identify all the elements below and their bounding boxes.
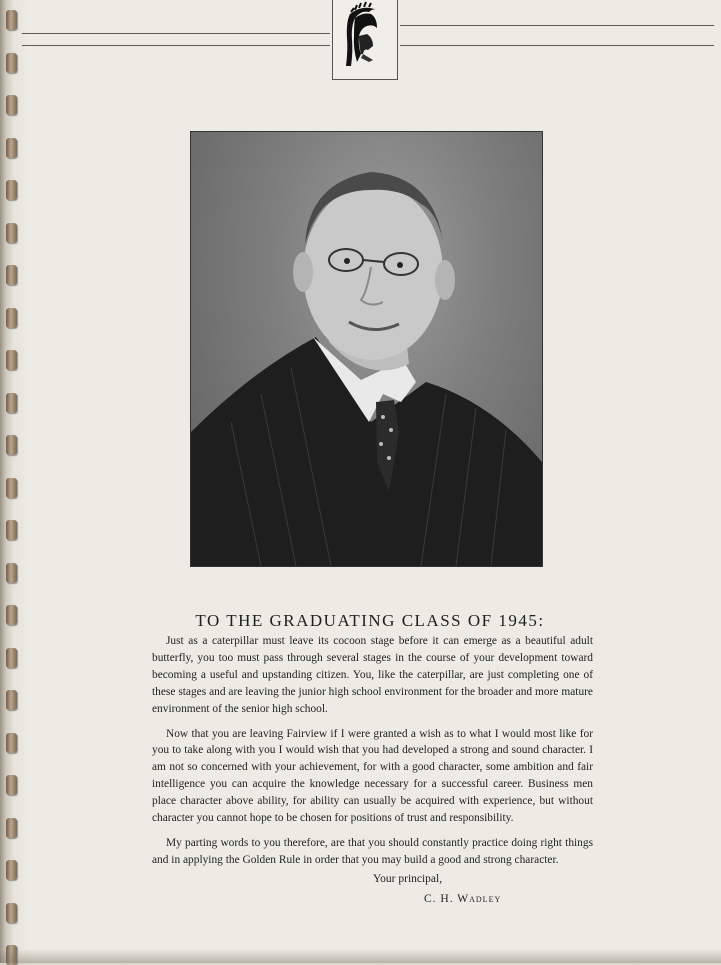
header-rule-bottom-left xyxy=(22,45,330,46)
header-rule-top-left xyxy=(22,33,330,34)
header-rule-bottom-right xyxy=(400,45,714,46)
binding-ring xyxy=(6,10,17,30)
spartan-helmet-icon xyxy=(333,0,399,80)
binding-ring xyxy=(6,265,17,285)
binding-ring xyxy=(6,690,17,710)
principal-portrait-photo xyxy=(191,132,542,566)
letter-paragraph: Now that you are leaving Fairview if I were granted a wish as to what I would most like for you to take along with you I would wish that you had developed a strong and sound character. I am not so concerned with your achievement, for with a good character, some ambition and fair intelligence you can acquire the knowledge necessary for a successful career. Business men place character above ability, for ability can usually be acquired with experience, but without character you cannot hope to be chosen for positions of trust and responsibility. xyxy=(152,727,593,825)
letter-signature: C. H. Wadley xyxy=(424,893,502,905)
header-rule-top-right xyxy=(400,25,714,26)
binding-ring xyxy=(6,350,17,370)
binding-ring xyxy=(6,605,17,625)
binding-ring xyxy=(6,180,17,200)
school-emblem xyxy=(332,0,398,80)
page-bottom-edge xyxy=(0,949,721,963)
binding-ring xyxy=(6,903,17,923)
letter-closing: Your principal, xyxy=(373,873,443,885)
binding-ring xyxy=(6,775,17,795)
letter-heading: TO THE GRADUATING CLASS OF 1945: xyxy=(195,611,545,630)
spiral-binding xyxy=(0,0,30,963)
binding-ring xyxy=(6,53,17,73)
letter-paragraph: Just as a caterpillar must leave its cocoon stage before it can emerge as a beautiful adult butterfly, you too must pass through several stages in the course of your development toward becoming a useful and upstanding citizen. You, like the caterpillar, are just completing one of these stages and are leaving the junior high school environment for the broader and more mature environment of the senior high school. xyxy=(152,635,593,715)
binding-ring xyxy=(6,818,17,838)
binding-ring xyxy=(6,733,17,753)
binding-ring xyxy=(6,393,17,413)
binding-ring xyxy=(6,520,17,540)
binding-ring xyxy=(6,648,17,668)
binding-ring xyxy=(6,860,17,880)
portrait-photo xyxy=(191,132,542,566)
binding-ring xyxy=(6,478,17,498)
principal-letter-body xyxy=(152,633,593,877)
binding-ring xyxy=(6,138,17,158)
binding-ring xyxy=(6,563,17,583)
binding-ring xyxy=(6,435,17,455)
letter-paragraph: My parting words to you therefore, are that you should constantly practice doing right things and in applying the Golden Rule in order that you may build a good and strong character. xyxy=(152,836,593,866)
binding-ring xyxy=(6,223,17,243)
binding-ring xyxy=(6,95,17,115)
binding-ring xyxy=(6,308,17,328)
